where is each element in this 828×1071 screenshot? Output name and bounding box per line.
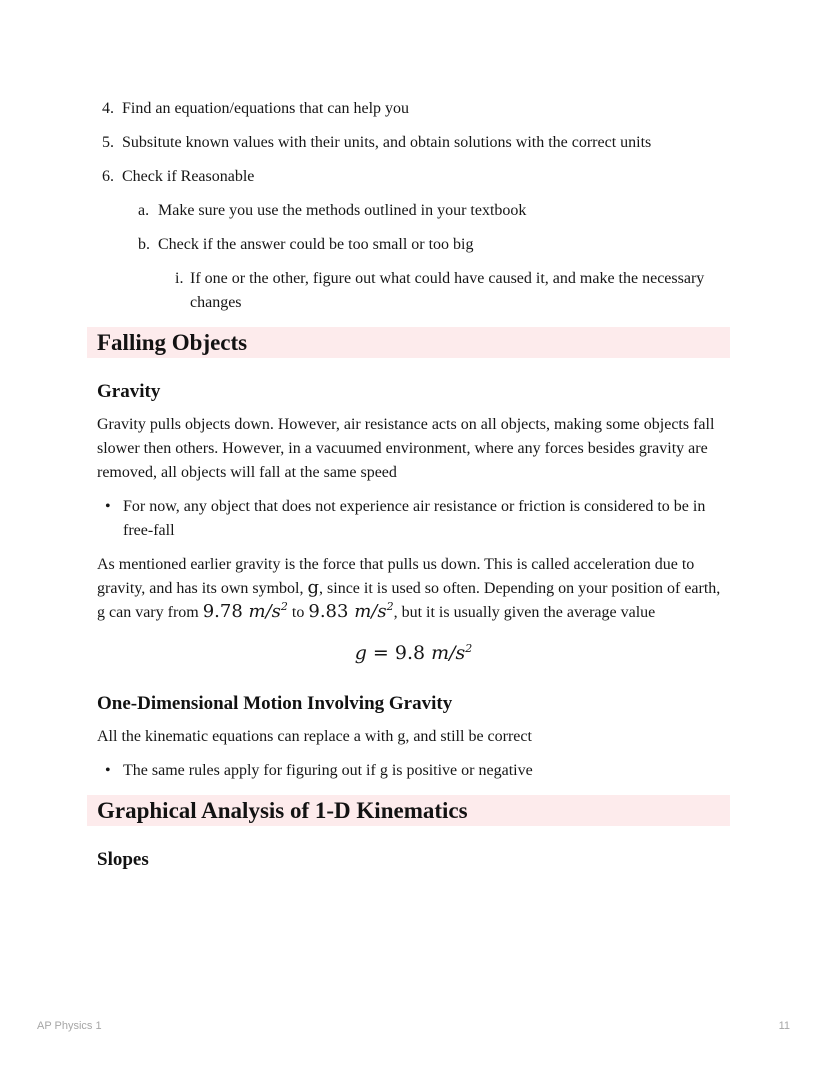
list-item-marker: i. [175, 270, 184, 287]
bullet-marker: • [105, 498, 111, 515]
list-item-marker: 5. [102, 134, 114, 151]
math-unit: m/s [354, 601, 387, 622]
list-item-marker: a. [138, 202, 150, 219]
paragraph-text: to [287, 604, 309, 621]
list-item-text: Subsitute known values with their units, and obtain solutions with the correct units [122, 134, 652, 151]
list-item-text: If one or the other, figure out what could have caused it, and make the necessary changes [190, 270, 705, 311]
subsection-heading-gravity: Gravity [97, 381, 161, 402]
gravity-bullet-list [97, 495, 730, 543]
bullet-marker: • [105, 762, 111, 779]
paragraph-text: , but it is usually given the average value [393, 604, 656, 621]
footer-document-title: AP Physics 1 [37, 1020, 102, 1032]
one-dimensional-paragraph: All the kinematic equations can replace a with g, and still be correct [97, 728, 532, 745]
paragraph-text: , since it is used so often. Depending on your position of earth, g can vary from [97, 580, 721, 621]
list-item-marker: 4. [102, 100, 114, 117]
math-inline [203, 601, 288, 622]
math-superscript: 2 [386, 600, 394, 613]
footer-page-number: 11 [778, 1020, 790, 1032]
one-dimensional-bullet-list [97, 759, 730, 783]
steps-list [97, 97, 730, 315]
math-inline [308, 601, 393, 622]
section-heading-falling-objects: Falling Objects [87, 327, 730, 358]
gravity-paragraph: Gravity pulls objects down. However, air resistance acts on all objects, making some objects fall slower then others. However, in a vacuumed environment, where any forces besides gravity are removed, all objects will fall at the same speed [97, 416, 715, 481]
list-item [97, 267, 730, 315]
list-item-text: For now, any object that does not experience air resistance or friction is considered to be in free-fall [123, 498, 706, 539]
list-item-text: Check if the answer could be too small or too big [158, 236, 474, 253]
list-item [97, 131, 730, 155]
page-footer [37, 1020, 790, 1032]
math-unit: m/s [431, 642, 466, 664]
math-superscript: 2 [465, 642, 473, 655]
paragraph-text: As mentioned earlier gravity is the force that pulls us down. This is called acceleration due to gravity, and has its own symbol, [97, 556, 695, 597]
list-item-text: The same rules apply for figuring out if g is positive or negative [123, 762, 533, 779]
list-item [97, 97, 730, 121]
math-symbol-g: g [307, 577, 320, 598]
list-item-text: Make sure you use the methods outlined in your textbook [158, 202, 527, 219]
list-item-text: Find an equation/equations that can help you [122, 100, 410, 117]
list-item-text: Check if Reasonable [122, 168, 255, 185]
math-unit: m/s [248, 601, 281, 622]
math-equals: = [366, 642, 395, 664]
page-content [97, 0, 730, 881]
math-superscript: 2 [280, 600, 288, 613]
list-item-marker: 6. [102, 168, 114, 185]
math-number: 9.83 [308, 601, 355, 622]
math-symbol-g: g [354, 642, 367, 664]
math-number: 9.8 [394, 642, 432, 664]
list-item [97, 199, 730, 223]
math-number: 9.78 [202, 601, 249, 622]
subsection-heading-one-dimensional: One-Dimensional Motion Involving Gravity [97, 693, 453, 714]
list-item [97, 233, 730, 257]
list-item [97, 759, 730, 783]
list-item [97, 495, 730, 543]
list-item-marker: b. [138, 236, 150, 253]
subsection-heading-slopes: Slopes [97, 849, 149, 870]
display-equation [97, 640, 730, 670]
gravity-paragraph-2 [97, 553, 730, 625]
math-equation [355, 642, 473, 664]
list-item [97, 165, 730, 189]
section-heading-graphical-analysis: Graphical Analysis of 1-D Kinematics [87, 795, 730, 826]
